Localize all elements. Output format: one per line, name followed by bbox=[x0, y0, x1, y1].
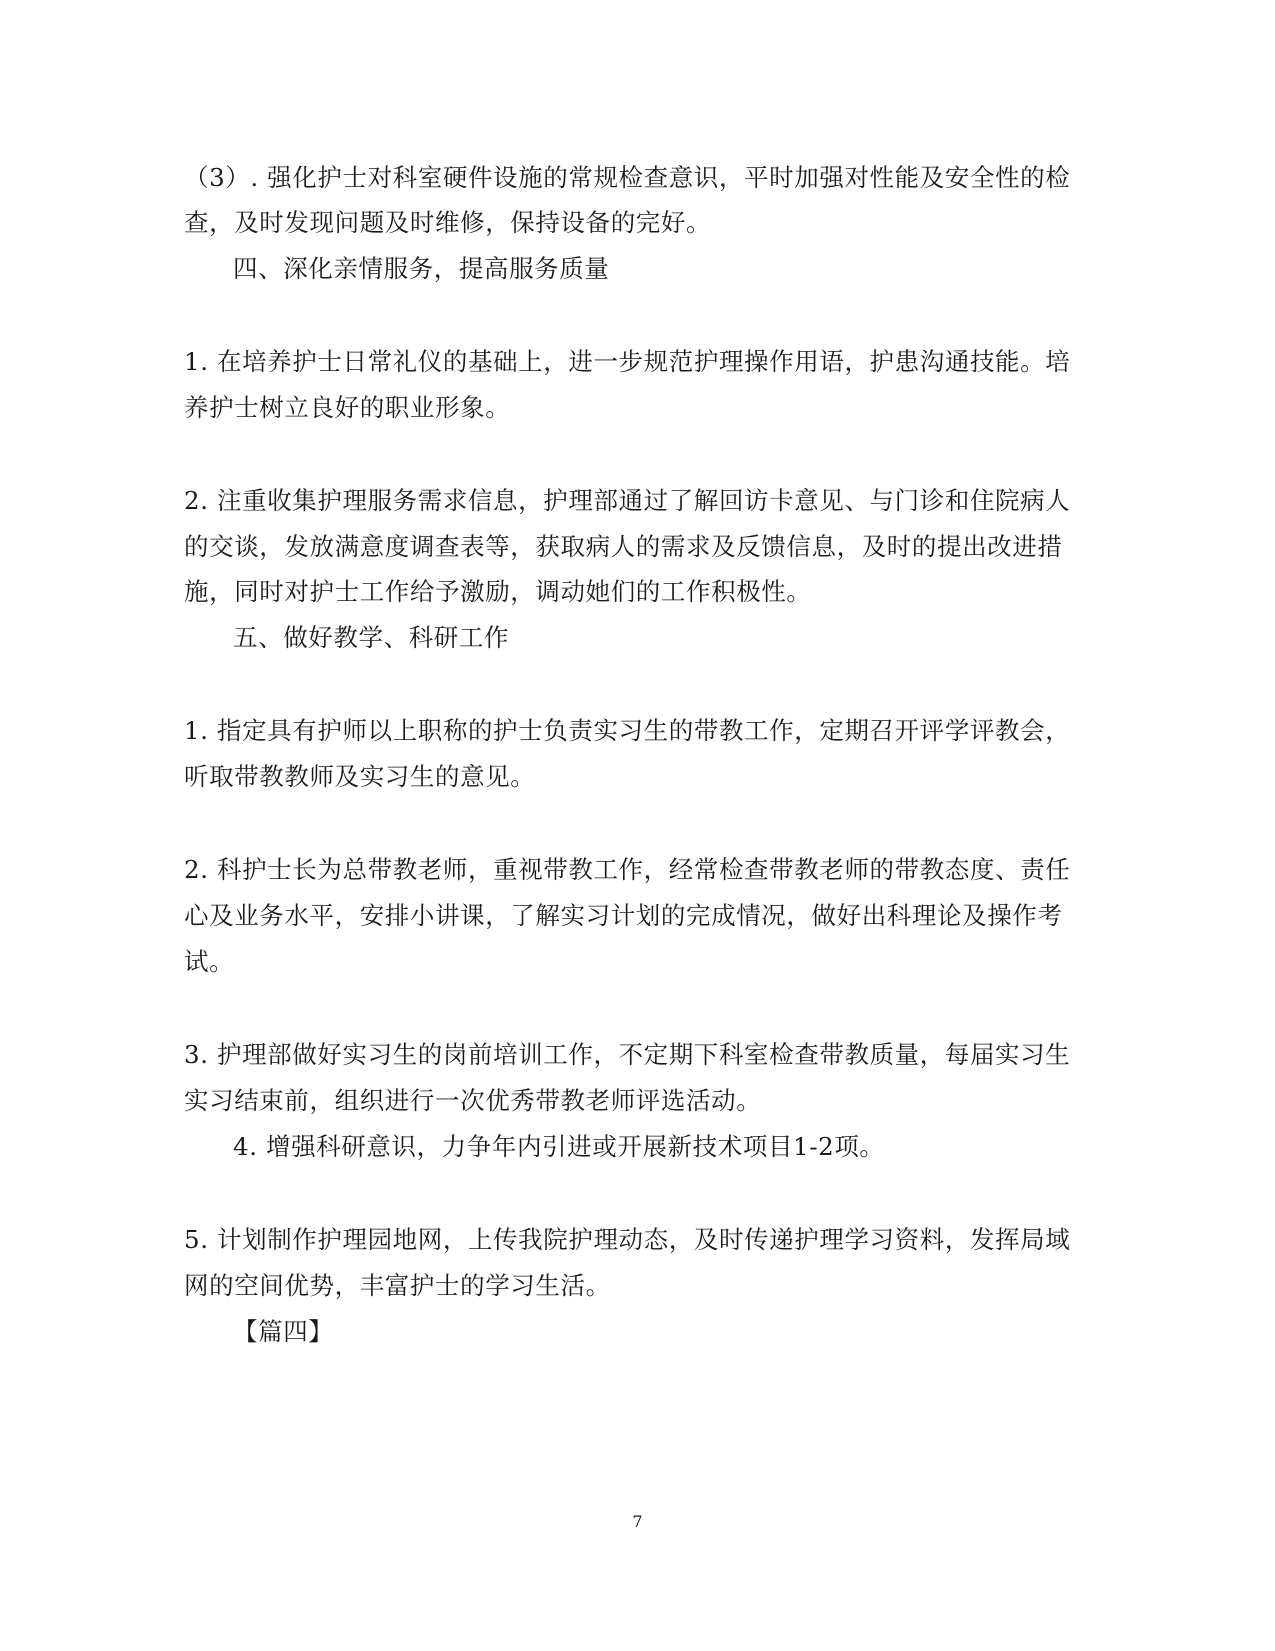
text-line: 3. 护理部做好实习生的岗前培训工作，不定期下科室检查带教质量，每届实习生 bbox=[184, 1040, 1071, 1069]
text-line: （3）. 强化护士对科室硬件设施的常规检查意识，平时加强对性能及安全性的检 bbox=[184, 163, 1071, 192]
text-line: 养护士树立良好的职业形象。 bbox=[184, 393, 511, 422]
text-line: 心及业务水平，安排小讲课，了解实习计划的完成情况，做好出科理论及操作考 bbox=[184, 901, 1063, 930]
text-line: 网的空间优势，丰富护士的学习生活。 bbox=[184, 1271, 611, 1300]
text-line: 2. 注重收集护理服务需求信息，护理部通过了解回访卡意见、与门诊和住院病人 bbox=[184, 486, 1071, 515]
text-line: 2. 科护士长为总带教老师，重视带教工作，经常检查带教老师的带教态度、责任 bbox=[184, 855, 1071, 884]
page-number: 7 bbox=[632, 1512, 643, 1531]
text-line: 1. 在培养护士日常礼仪的基础上，进一步规范护理操作用语，护患沟通技能。培 bbox=[184, 347, 1071, 376]
text-line: 4. 增强科研意识，力争年内引进或开展新技术项目1-2项。 bbox=[233, 1132, 885, 1161]
text-line: 实习结束前，组织进行一次优秀带教老师评选活动。 bbox=[184, 1086, 762, 1115]
text-line: 施，同时对护士工作给予激励，调动她们的工作积极性。 bbox=[184, 577, 812, 606]
text-line: 5. 计划制作护理园地网，上传我院护理动态，及时传递护理学习资料，发挥局域 bbox=[184, 1225, 1071, 1254]
text-line: 的交谈，发放满意度调查表等，获取病人的需求及反馈信息，及时的提出改进措 bbox=[184, 532, 1063, 561]
text-line: 试。 bbox=[184, 947, 235, 976]
text-line: 查，及时发现问题及时维修，保持设备的完好。 bbox=[184, 208, 712, 237]
section-heading: 五、做好教学、科研工作 bbox=[233, 623, 510, 652]
text-line: 听取带教教师及实习生的意见。 bbox=[184, 762, 536, 791]
section-heading: 四、深化亲情服务，提高服务质量 bbox=[233, 254, 610, 283]
section-heading: 【篇四】 bbox=[233, 1317, 334, 1346]
text-line: 1. 指定具有护师以上职称的护士负责实习生的带教工作，定期召开评学评教会， bbox=[184, 716, 1071, 745]
